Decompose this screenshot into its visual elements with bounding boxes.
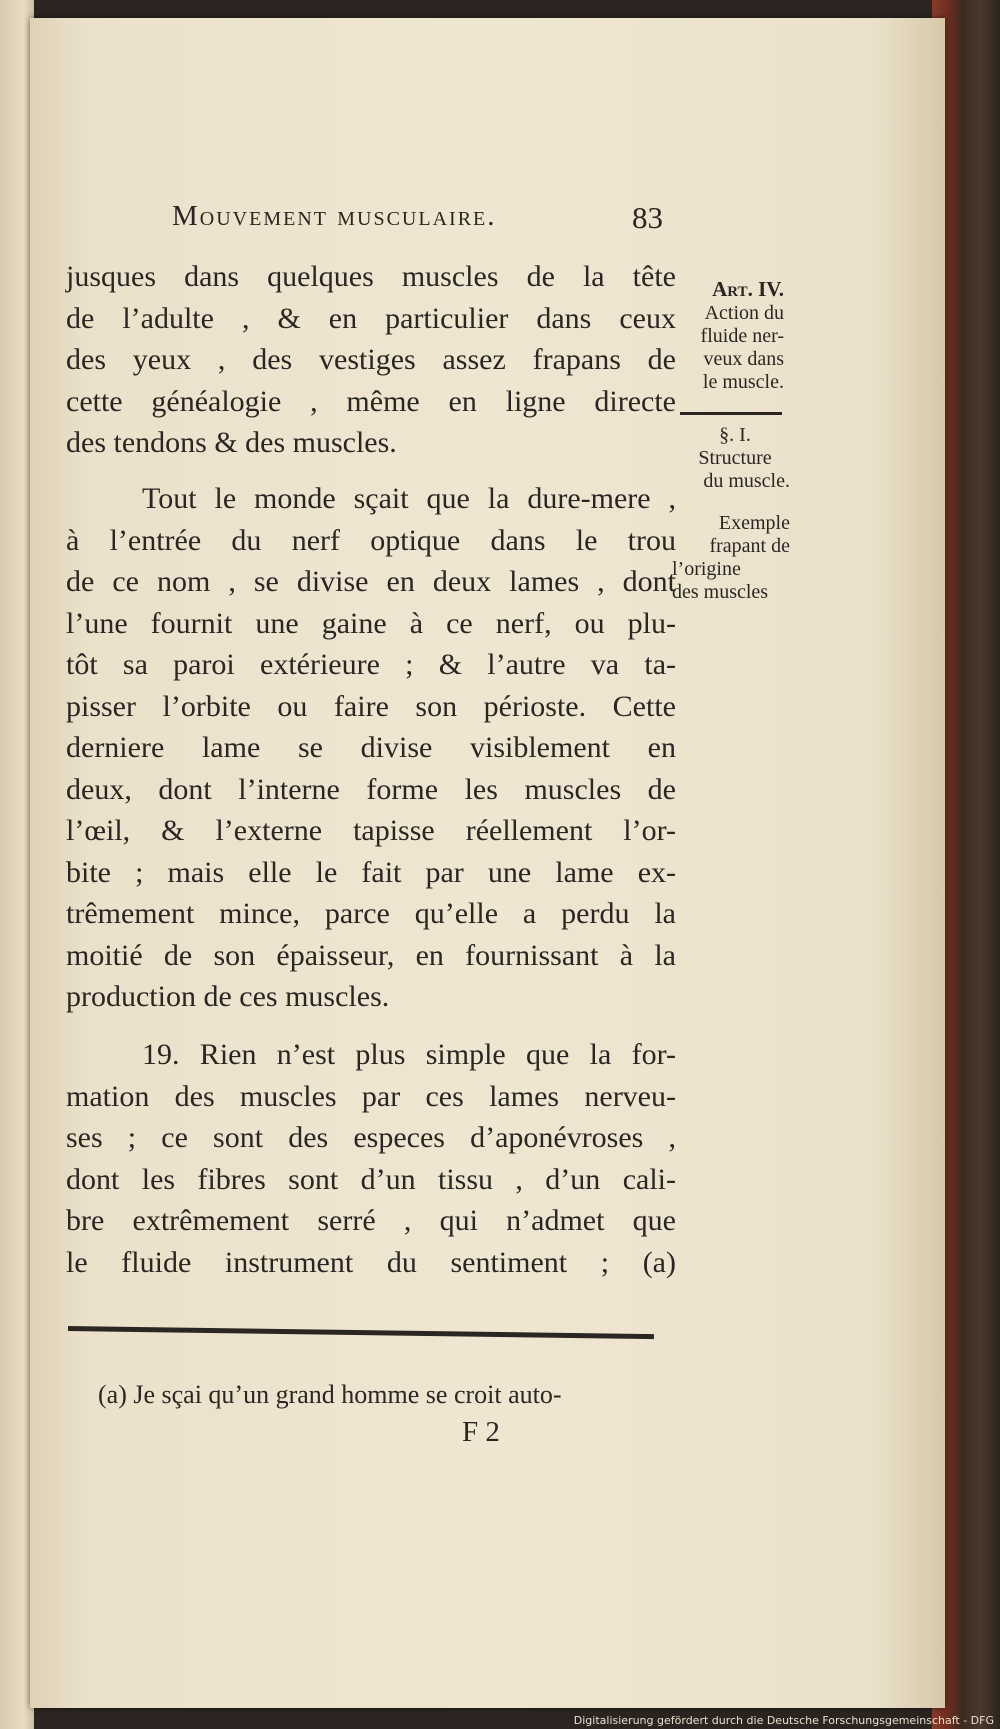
signature-mark: F 2 [462, 1416, 500, 1448]
text-line: de ce nom , se divise en deux lames , dont [66, 565, 676, 598]
margin-line: fluide ner- [700, 325, 784, 347]
text-line: ses ; ce sont des especes d’aponévroses , [66, 1121, 676, 1154]
digitization-credit: Digitalisierung gefördert durch die Deutsche Forschungsgemeinschaft - DFG [573, 1714, 994, 1727]
margin-line: §. I. [719, 424, 751, 446]
text-line: l’une fournit une gaine à ce nerf, ou plu- [66, 606, 676, 640]
text-line: le fluide instrument du sentiment ; (a) [66, 1245, 676, 1279]
margin-line: Structure [698, 447, 772, 469]
text-line: Tout le monde sçait que la dure-mere , [142, 482, 676, 515]
margin-line: le muscle. [702, 371, 784, 393]
binding-edge [0, 0, 34, 1729]
text-line: des yeux , des vestiges assez frapans de [66, 343, 676, 376]
text-line: mation des muscles par ces lames nerveu- [66, 1079, 676, 1113]
text-line: pisser l’orbite ou faire son périoste. Cette [66, 689, 676, 723]
margin-note-action [670, 302, 784, 394]
text-line: cette généalogie , même en ligne directe [66, 384, 676, 418]
page-number: 83 [632, 200, 663, 235]
margin-note-article: Art. IV. [712, 277, 784, 301]
footnote: (a) Je sçai qu’un grand homme se croit auto- [98, 1380, 562, 1409]
text-line: l’œil, & l’externe tapisse réellement l’or- [66, 814, 676, 847]
paragraph-2 [66, 478, 676, 1018]
margin-line: du muscle. [703, 470, 790, 492]
text-line: dont les fibres sont d’un tissu , d’un cali- [66, 1162, 676, 1196]
margin-divider [680, 412, 782, 415]
running-header: Mouvement musculaire. [172, 200, 497, 232]
paragraph-3 [66, 1034, 676, 1283]
text-line: trêmement mince, parce qu’elle a perdu la [66, 897, 676, 930]
text-line: derniere lame se divise visiblement en [66, 731, 676, 764]
text-line: jusques dans quelques muscles de la tête [66, 260, 676, 293]
margin-line: veux dans [703, 348, 784, 370]
text-line: à l’entrée du nerf optique dans le trou [66, 523, 676, 557]
text-line: bre extrêmement serré , qui n’admet que [66, 1204, 676, 1237]
margin-line: Exemple [718, 512, 790, 534]
margin-note-section [680, 424, 790, 493]
text-line: tôt sa paroi extérieure ; & l’autre va ta- [66, 648, 676, 681]
margin-line: des muscles [672, 581, 769, 603]
text-line: deux, dont l’interne forme les muscles de [66, 772, 676, 806]
text-line: des tendons & des muscles. [66, 426, 397, 459]
text-line: 19. Rien n’est plus simple que la for- [142, 1038, 676, 1071]
text-line: de l’adulte , & en particulier dans ceux [66, 301, 676, 335]
margin-note-exemple [672, 512, 790, 604]
text-line: moitié de son épaisseur, en fournissant à la [66, 938, 676, 972]
text-line: bite ; mais elle le fait par une lame ex- [66, 855, 676, 889]
paragraph-1 [66, 256, 676, 464]
margin-line: l’origine [672, 558, 741, 580]
text-line: production de ces muscles. [66, 980, 390, 1013]
margin-line: Action du [704, 302, 784, 324]
margin-line: frapant de [709, 535, 790, 557]
